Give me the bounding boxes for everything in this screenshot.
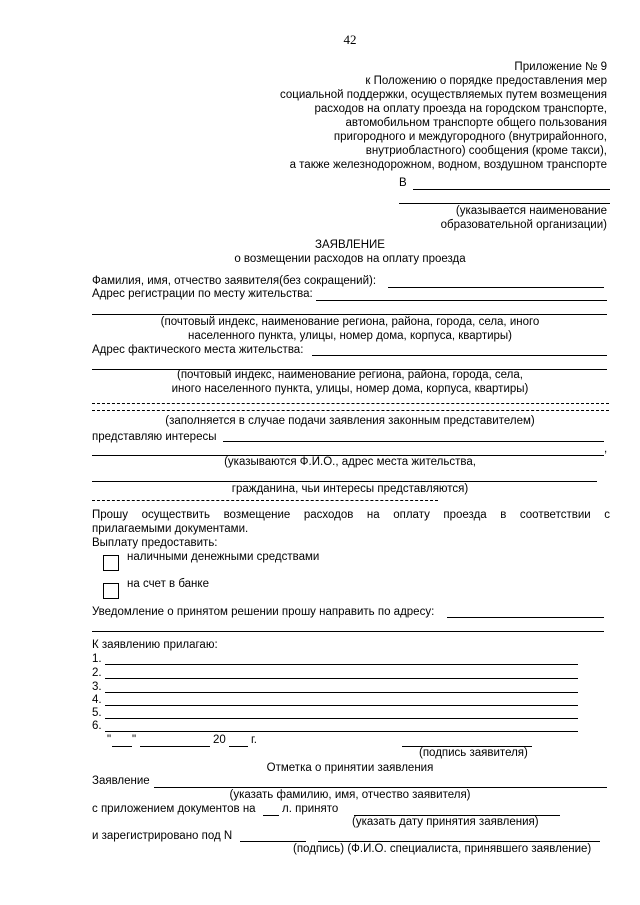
date-year-field[interactable] bbox=[229, 746, 248, 747]
specialist-signature-field[interactable] bbox=[318, 841, 600, 842]
docs-suffix: л. принято bbox=[282, 803, 339, 815]
separator bbox=[92, 410, 609, 411]
cash-checkbox[interactable] bbox=[103, 555, 119, 571]
addressee-field-2[interactable] bbox=[399, 203, 610, 204]
fio-field[interactable] bbox=[388, 287, 604, 288]
reg-address-hint: населенного пункта, улицы, номер дома, корпуса, квартиры) bbox=[187, 330, 513, 342]
representative-hint: гражданина, чьи интересы представляются) bbox=[231, 483, 469, 495]
attachment-field[interactable] bbox=[105, 664, 578, 665]
reg-address-hint: (почтовый индекс, наименование региона, района, города, села, иного bbox=[160, 316, 540, 328]
addressee-hint: образовательной организации) bbox=[440, 219, 607, 231]
notify-label: Уведомление о принятом решении прошу направить по адресу: bbox=[92, 606, 435, 618]
representative-comma: , bbox=[604, 443, 608, 455]
bank-option-label: на счет в банке bbox=[127, 578, 209, 590]
date-quote-open: " bbox=[107, 734, 112, 746]
attachment-field[interactable] bbox=[105, 692, 578, 693]
appendix-line: расходов на оплату проезда на городском транспорте, bbox=[314, 103, 607, 115]
reg-address-field[interactable] bbox=[316, 300, 607, 301]
fact-address-hint: иного населенного пункта, улицы, номер дома, корпуса, квартиры) bbox=[171, 383, 529, 395]
docs-prefix: с приложением документов на bbox=[92, 803, 256, 815]
attachments-label: К заявлению прилагаю: bbox=[92, 639, 218, 651]
appendix-line: социальной поддержки, осуществляемых путем возмещения bbox=[280, 89, 607, 101]
appendix-line: внутриобластного) сообщения (кроме такси), bbox=[365, 145, 607, 157]
attachment-number: 1. bbox=[92, 653, 102, 665]
fact-address-label: Адрес фактического места жительства: bbox=[92, 344, 304, 356]
acceptance-applicant-hint: (указать фамилию, имя, отчество заявителя) bbox=[229, 789, 471, 801]
attachment-number: 2. bbox=[92, 667, 102, 679]
notify-field[interactable] bbox=[447, 617, 604, 618]
page-number: 42 bbox=[343, 32, 357, 47]
fact-address-hint: (почтовый индекс, наименование региона, района, города, села, bbox=[177, 369, 523, 381]
attachment-number: 4. bbox=[92, 694, 102, 706]
docs-count-field[interactable] bbox=[263, 815, 279, 816]
attachment-field[interactable] bbox=[105, 705, 578, 706]
acceptance-date-hint: (указать дату принятия заявления) bbox=[352, 816, 539, 828]
separator bbox=[92, 500, 438, 501]
attachment-field[interactable] bbox=[105, 678, 578, 679]
representative-note: (заполняется в случае подачи заявления законным представителем) bbox=[165, 415, 535, 427]
representative-label: представляю интересы bbox=[92, 431, 217, 443]
fio-label: Фамилия, имя, отчество заявителя(без сокращений): bbox=[92, 275, 377, 287]
attachment-number: 3. bbox=[92, 681, 102, 693]
appendix-line: автомобильном транспорте общего пользования bbox=[345, 117, 607, 129]
appendix-title: Приложение № 9 bbox=[514, 61, 607, 73]
acceptance-applicant-field[interactable] bbox=[154, 787, 607, 788]
appendix-line: к Положению о порядке предоставления мер bbox=[365, 75, 607, 87]
payout-label: Выплату предоставить: bbox=[92, 537, 218, 549]
date-day-field[interactable] bbox=[112, 746, 132, 747]
acceptance-title: Отметка о принятии заявления bbox=[266, 762, 434, 774]
bank-checkbox[interactable] bbox=[103, 583, 119, 599]
year-prefix: 20 bbox=[213, 734, 226, 746]
attachment-number: 6. bbox=[92, 720, 102, 732]
representative-field-3[interactable] bbox=[92, 481, 597, 482]
representative-hint: (указываются Ф.И.О., адрес места жительства, bbox=[224, 456, 476, 468]
attachment-field[interactable] bbox=[105, 731, 578, 732]
representative-field[interactable] bbox=[223, 441, 604, 442]
notify-field-2[interactable] bbox=[92, 631, 604, 632]
specialist-signature-hint: (подпись) (Ф.И.О. специалиста, принявшего заявление) bbox=[293, 843, 592, 855]
document-subheading: о возмещении расходов на оплату проезда bbox=[234, 253, 466, 265]
fact-address-field[interactable] bbox=[312, 355, 607, 356]
acceptance-statement: Заявление bbox=[92, 775, 150, 787]
addressee-hint: (указывается наименование bbox=[455, 205, 607, 217]
document-heading: ЗАЯВЛЕНИЕ bbox=[315, 239, 385, 251]
request-text: Прошу осуществить возмещение расходов на оплату проезда в соответствии с bbox=[92, 509, 610, 521]
separator bbox=[92, 403, 609, 404]
date-quote-close: " bbox=[132, 734, 137, 746]
registration-number-field[interactable] bbox=[240, 841, 306, 842]
attachment-field[interactable] bbox=[105, 718, 578, 719]
appendix-line: пригородного и междугородного (внутрирайонного, bbox=[333, 131, 607, 143]
request-text-2: прилагаемыми документами. bbox=[92, 523, 249, 535]
addressee-field[interactable] bbox=[413, 189, 610, 190]
attachment-number: 5. bbox=[92, 707, 102, 719]
registered-label: и зарегистрировано под N bbox=[92, 830, 233, 842]
reg-address-field-2[interactable] bbox=[92, 314, 607, 315]
reg-address-label: Адрес регистрации по месту жительства: bbox=[92, 288, 313, 300]
cash-option-label: наличными денежными средствами bbox=[127, 551, 320, 563]
applicant-signature-hint: (подпись заявителя) bbox=[419, 747, 528, 759]
date-month-field[interactable] bbox=[140, 746, 210, 747]
appendix-line: а также железнодорожном, водном, воздушном транспорте bbox=[289, 159, 607, 171]
addressee-prefix: В bbox=[399, 177, 407, 189]
year-suffix: г. bbox=[251, 734, 257, 746]
